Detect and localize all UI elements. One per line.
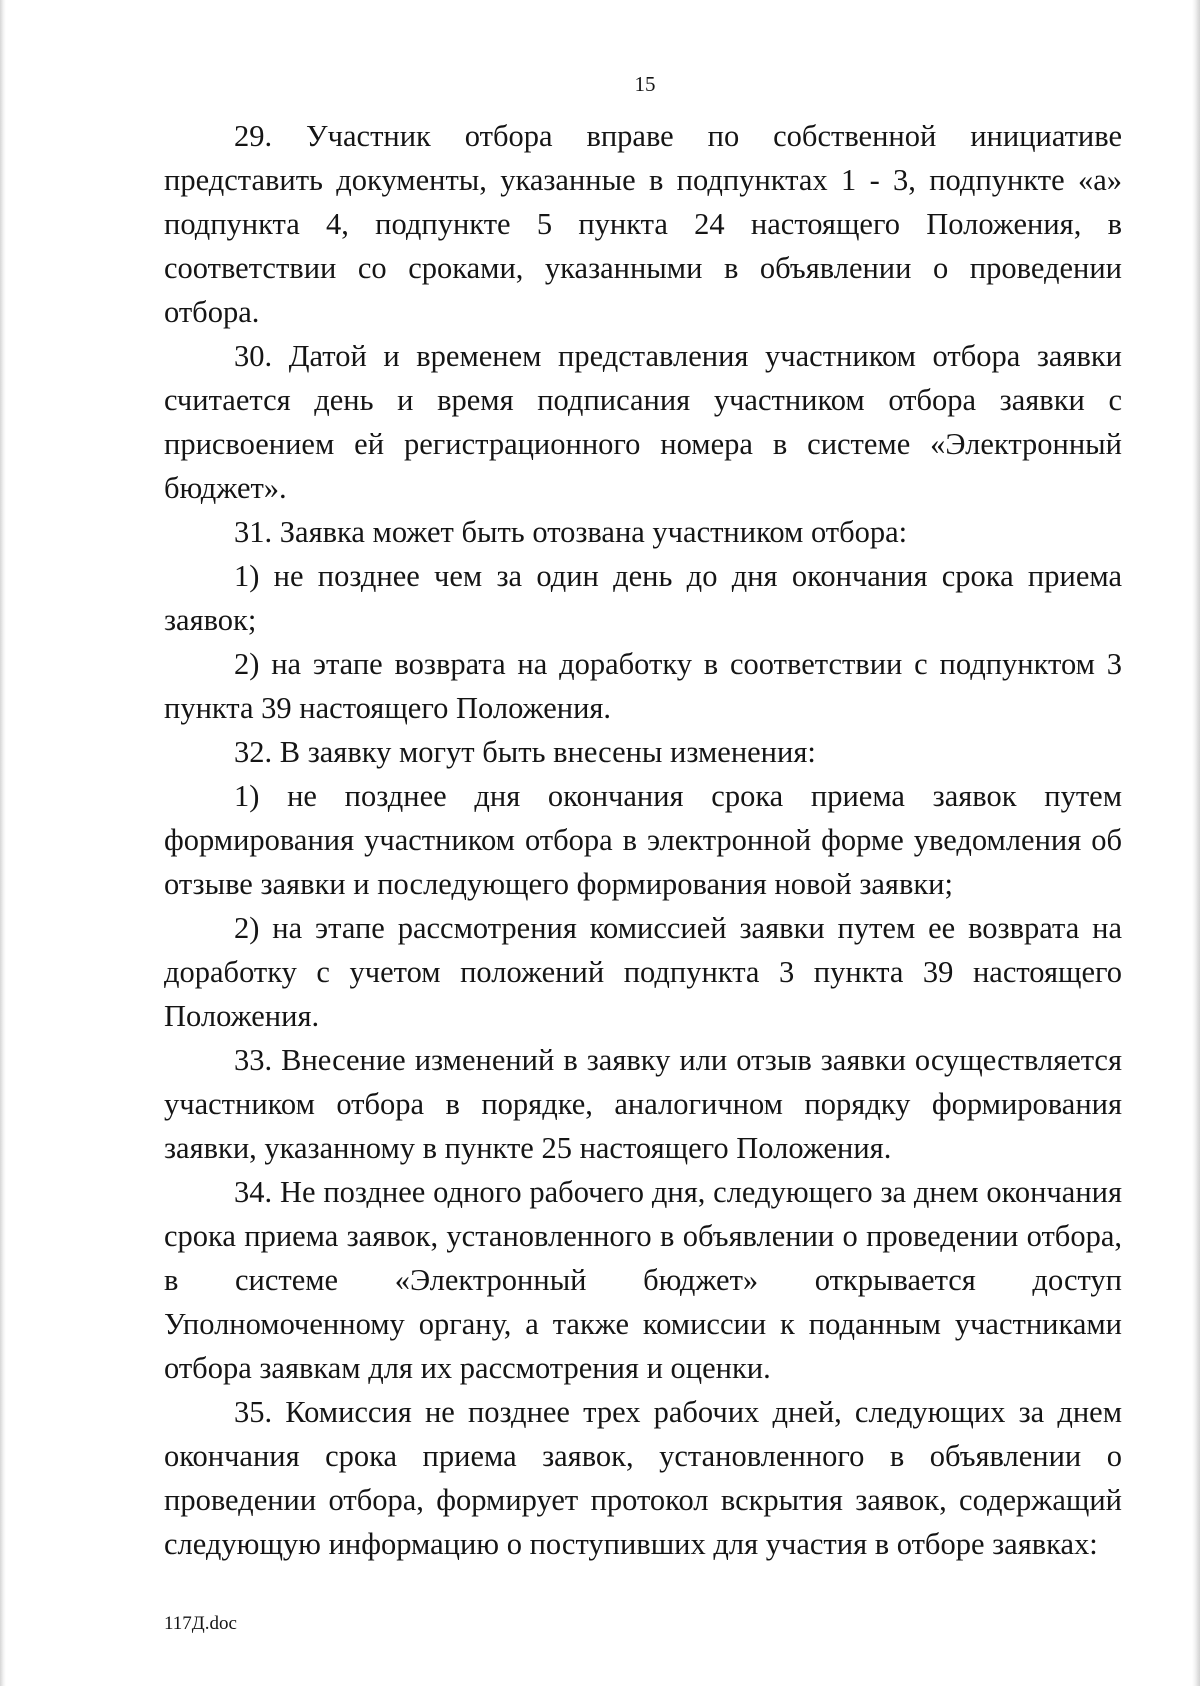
paragraph-31-item-2: 2) на этапе возврата на доработку в соответствии с подпунктом 3 пункта 39 настоящего Положения. [164, 647, 1122, 725]
page-number: 15 [634, 72, 656, 96]
document-body [164, 114, 1122, 1566]
paragraph-30: 30. Датой и временем представления участником отбора заявки считается день и время подписания участником отбора заявки с присвоением ей регистрационного номера в системе «Электронный бюджет». [164, 339, 1122, 505]
paragraph-33: 33. Внесение изменений в заявку или отзыв заявки осуществляется участником отбора в порядке, аналогичном порядку формирования заявки, указанному в пункте 25 настоящего Положения. [164, 1043, 1122, 1165]
paragraph-34: 34. Не позднее одного рабочего дня, следующего за днем окончания срока приема заявок, установленного в объявлении о проведении отбора, в системе «Электронный бюджет» открывается доступ Уполномоченному органу, а также комиссии к поданным участниками отбора заявкам для их рассмотрения и оценки. [164, 1175, 1122, 1385]
paragraph-32-item-2: 2) на этапе рассмотрения комиссией заявки путем ее возврата на доработку с учетом положений подпункта 3 пункта 39 настоящего Положения. [164, 911, 1122, 1033]
paragraph-31: 31. Заявка может быть отозвана участником отбора: [234, 515, 908, 549]
paragraph-31-item-1: 1) не позднее чем за один день до дня окончания срока приема заявок; [164, 559, 1122, 637]
paragraph-32-item-1: 1) не позднее дня окончания срока приема заявок путем формирования участником отбора в электронной форме уведомления об отзыве заявки и последующего формирования новой заявки; [164, 779, 1122, 901]
paragraph-35: 35. Комиссия не позднее трех рабочих дней, следующих за днем окончания срока приема заявок, установленного в объявлении о проведении отбора, формирует протокол вскрытия заявок, содержащий следующую информацию о поступивших для участия в отборе заявках: [164, 1395, 1122, 1561]
paragraph-32: 32. В заявку могут быть внесены изменения: [234, 735, 816, 769]
footer-filename: 117Д.doc [164, 1613, 237, 1634]
paragraph-29: 29. Участник отбора вправе по собственной инициативе представить документы, указанные в подпунктах 1 - 3, подпункте «а» подпункта 4, подпункте 5 пункта 24 настоящего Положения, в соответствии со сроками, указанными в объявлении о проведении отбора. [164, 119, 1122, 329]
scan-edge-right [1192, 0, 1200, 1686]
scan-edge-left [0, 0, 6, 1686]
